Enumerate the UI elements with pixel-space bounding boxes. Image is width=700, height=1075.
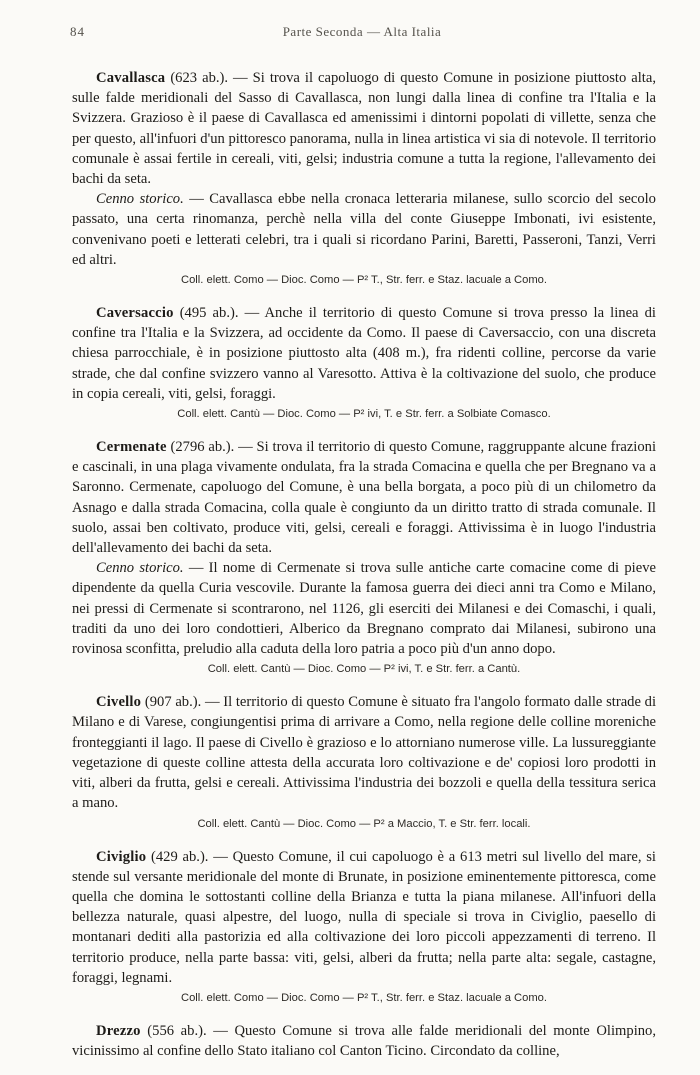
entry-text: (495 ab.). — Anche il territorio di questo Comune si trova presso la linea di confine tra l'Italia e la Svizzera, ad occidente da Como. Il paese di Caversaccio, con una discreta chiesa parrocchiale, è in posizione piuttosto alta (408 m.), fra ridenti colline, percorse da varie strade, che dal confine svizzero vanno al Varesotto. Attiva è la coltivazione del suolo, che produce in copia cereali, viti, gelsi, foraggi. [72,305,656,402]
entry-paragraph [72,847,656,988]
entry-paragraph [72,1021,656,1061]
running-title: Parte Seconda — Alta Italia [282,24,442,39]
entry-name: Caversaccio [96,305,174,322]
entry-text: (556 ab.). — Questo Comune si trova alle falde meridionali del monte Olimpino, vicinissimo al confine dello Stato italiano col Canton Ticino. Circondato da colline, [72,1022,656,1060]
entry-cavallasca [72,68,656,289]
collegio-line: Coll. elett. Cantù — Dioc. Como — P² a Maccio, T. e Str. ferr. locali. [197,817,531,830]
cenno-storico-text: — Il nome di Cermenate si trova sulle antiche carte comacine come di pieve dipendente da quella Curia vescovile. Durante la famosa guerra dei dieci anni tra Como e Milano, nei pressi di Cermenate si scontrarono, nel 1126, gli eserciti dei Milanesi e dei Comaschi, i quali, traditi da uno dei loro condottieri, Alberico da Bregnano comprato dai Milanesi, subirono una rovinosa sconfitta, preludio alla caduta della loro patria a poco più d'un anno dopo. [72,560,656,658]
entry-caversaccio [72,303,656,423]
entry-civiglio [72,847,656,1007]
entry-name: Cermenate [96,439,167,456]
entry-paragraph [72,437,656,558]
cenno-storico-label: Cenno storico. [96,560,184,577]
entry-paragraph [72,303,656,404]
cenno-storico-paragraph [72,189,656,270]
collegio-line: Coll. elett. Como — Dioc. Como — P² T., Str. ferr. e Staz. lacuale a Como. [181,991,547,1004]
entry-text: (623 ab.). — Si trova il capoluogo di questo Comune in posizione piuttosto alta, sulle falde meridionali del Sasso di Cavallasca, non lungi dalla linea di confine tra l'Italia e la Svizzera. Grazioso è il paese di Cavallasca ed amenissimi i dintorni popolati di villette, senza che per questo, all'infuori d'un pittoresco panorama, nulla in linea artistica vi sia di notevole. Il territorio comunale è assai fertile in cereali, viti, gelsi; industria comune a tutta la regione, l'allevamento dei bachi da seta. [72,70,656,188]
page-header [70,24,654,44]
collegio-line: Coll. elett. Cantù — Dioc. Como — P² ivi, T. e Str. ferr. a Cantù. [207,663,521,676]
cenno-storico-label: Cenno storico. [96,191,184,208]
page-body [72,68,656,1075]
entry-name: Drezzo [96,1022,141,1039]
page-number: 84 [70,24,85,39]
cenno-storico-text: — Cavallasca ebbe nella cronaca letteraria milanese, sullo scorcio del secolo passato, una certa rinomanza, perchè nella villa del conte Giuseppe Imbonati, ivi esistente, convenivano poeti e letterati celebri, tra i quali si ricordano Parini, Baretti, Passeroni, Tanzi, Verri ed altri. [72,191,656,268]
entry-civello [72,692,656,832]
entry-text: (429 ab.). — Questo Comune, il cui capoluogo è a 613 metri sul livello del mare, si stende sul versante meridionale del monte di Brunate, in posizione eminentemente pittoresca, come quella che domina le sottostanti colline della Brianza e tutta la piana milanese. All'infuori della bellezza naturale, quasi alpestre, del luogo, nulla di speciale si trova in Civiglio, paesello di montanari dediti alla pastorizia ed alla coltivazione dei loro piccoli appezzamenti di terreno. Il territorio produce, nella parte bassa: viti, gelsi, alberi da frutta; nella parte alta: segale, castagne, foraggi, legnami. [72,848,656,986]
entry-cermenate [72,437,656,678]
cenno-storico-paragraph [72,558,656,659]
collegio-line: Coll. elett. Cantù — Dioc. Como — P² ivi, T. e Str. ferr. a Solbiate Comasco. [177,408,551,421]
entry-name: Civiglio [96,848,147,865]
entry-drezzo [72,1021,656,1061]
entry-text: (2796 ab.). — Si trova il territorio di questo Comune, raggruppante alcune frazioni e cascinali, in una plaga vivamente ondulata, fra la strada Comacina e quella che per Bregnano va a Saronno. Cermenate, capoluogo del Comune, è una bella borgata, a poco più di un chilometro da Asnago e dalla strada Comacina, colla quale è congiunto da un diritto tratto di strada comunale. Il suolo, assai ben coltivato, produce viti, gelsi, cereali e foraggi. Attivissima è in luogo l'industria dell'allevamento dei bachi da seta. [72,439,656,557]
collegio-line: Coll. elett. Como — Dioc. Como — P² T., Str. ferr. e Staz. lacuale a Como. [181,274,547,287]
entry-text: (907 ab.). — Il territorio di questo Comune è situato fra l'angolo formato dalle strade di Milano e di Varese, congiungentisi prima di arrivare a Como, nella regione delle colline moreniche fronteggianti il lago. Il paese di Civello è grazioso e lo attorniano numerose ville. La lussureggiante vegetazione di queste colline attesta della accurata loro coltivazione e de' copiosi loro prodotti in viti, alberi da frutta, gelsi e cereali. Attivissima l'industria dei bozzoli e quella della tessitura serica a mano. [72,694,656,812]
entry-name: Civello [96,694,142,711]
entry-name: Cavallasca [96,70,166,86]
entry-paragraph [72,692,656,813]
entry-paragraph [72,68,656,189]
